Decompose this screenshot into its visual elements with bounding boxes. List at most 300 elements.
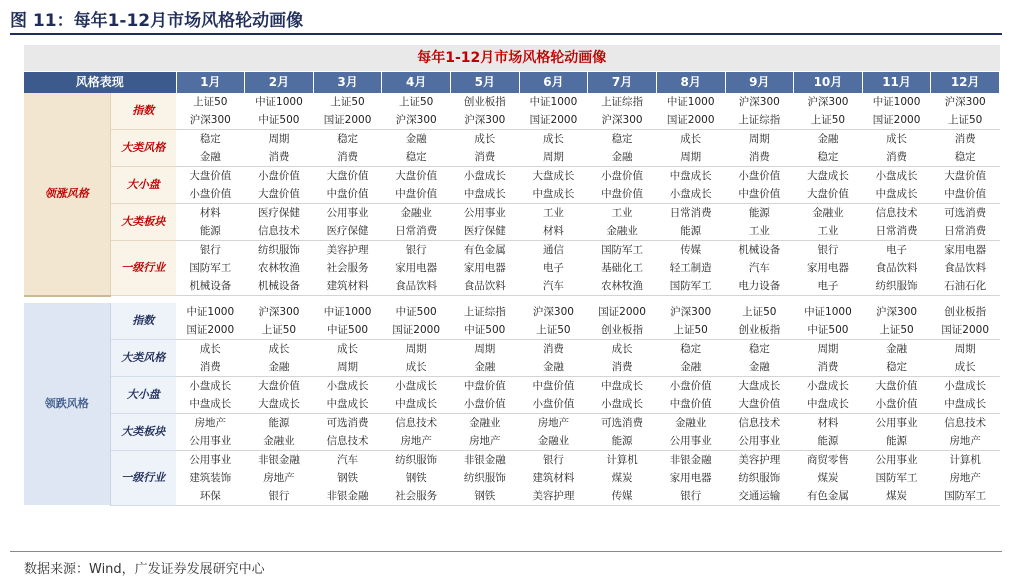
table-cell: 中证1000 (794, 303, 863, 321)
table-cell: 医疗保健 (451, 222, 520, 241)
table-cell: 建筑装饰 (176, 469, 245, 487)
table-cell: 中盘成长 (588, 376, 657, 395)
table-cell: 稳定 (931, 148, 1000, 167)
table-cell: 传媒 (588, 487, 657, 506)
table-cell: 信息技术 (862, 204, 931, 223)
table-cell: 沪深300 (176, 111, 245, 130)
table-cell: 成长 (245, 339, 314, 358)
table-cell: 消费 (313, 148, 382, 167)
table-cell: 中盘成长 (176, 395, 245, 414)
table-cell: 小盘价值 (245, 167, 314, 186)
month-header: 10月 (794, 72, 863, 94)
table-row (24, 303, 1000, 321)
table-cell: 纺织服饰 (451, 469, 520, 487)
table-cell: 中盘价值 (931, 185, 1000, 204)
table-cell: 国证2000 (176, 321, 245, 340)
table-cell: 中证500 (245, 111, 314, 130)
table-cell: 房地产 (931, 432, 1000, 451)
table-cell: 金融 (794, 130, 863, 149)
table-cell: 上证综指 (451, 303, 520, 321)
table-cell: 煤炭 (588, 469, 657, 487)
table-row (24, 241, 1000, 260)
table-cell: 中盘成长 (656, 167, 725, 186)
table-cell: 消费 (245, 148, 314, 167)
table-cell: 小盘价值 (862, 395, 931, 414)
table-cell: 中证500 (451, 321, 520, 340)
table-cell: 周期 (382, 339, 451, 358)
table-cell: 周期 (451, 339, 520, 358)
table-cell: 机械设备 (725, 241, 794, 260)
table-cell: 工业 (519, 204, 588, 223)
table-cell: 信息技术 (313, 432, 382, 451)
table-cell: 金融 (519, 358, 588, 377)
month-header: 5月 (451, 72, 520, 94)
table-cell: 家用电器 (931, 241, 1000, 260)
table-cell: 汽车 (725, 259, 794, 277)
title-rule (10, 33, 1002, 35)
table-cell: 稳定 (656, 339, 725, 358)
table-cell: 纺织服饰 (725, 469, 794, 487)
table-cell: 中证1000 (862, 93, 931, 111)
table-cell: 沪深300 (588, 111, 657, 130)
table-cell: 交通运输 (725, 487, 794, 506)
table-cell: 成长 (519, 130, 588, 149)
table-cell: 周期 (313, 358, 382, 377)
table-cell: 国证2000 (382, 321, 451, 340)
table-cell: 大盘成长 (245, 395, 314, 414)
table-cell: 公用事业 (725, 432, 794, 451)
table-cell: 工业 (588, 204, 657, 223)
table-row (24, 167, 1000, 186)
table-cell: 大盘价值 (245, 185, 314, 204)
table-cell: 沪深300 (656, 303, 725, 321)
table-cell: 工业 (725, 222, 794, 241)
table-cell: 小盘价值 (588, 167, 657, 186)
table-cell: 公用事业 (313, 204, 382, 223)
table-cell: 中盘价值 (451, 376, 520, 395)
table-cell: 能源 (862, 432, 931, 451)
table-cell: 银行 (794, 241, 863, 260)
table-cell: 日常消费 (382, 222, 451, 241)
table-cell: 成长 (931, 358, 1000, 377)
table-cell: 材料 (794, 413, 863, 432)
table-cell: 稳定 (862, 358, 931, 377)
table-cell: 医疗保健 (245, 204, 314, 223)
table-cell: 大盘价值 (176, 167, 245, 186)
table-cell: 环保 (176, 487, 245, 506)
table-cell: 工业 (794, 222, 863, 241)
table-cell: 金融业 (656, 413, 725, 432)
table-row (24, 413, 1000, 432)
table-cell: 金融业 (519, 432, 588, 451)
table-cell: 中盘价值 (656, 395, 725, 414)
table-cell: 周期 (794, 339, 863, 358)
table-cell: 可选消费 (313, 413, 382, 432)
table-row (24, 339, 1000, 358)
table-cell: 日常消费 (656, 204, 725, 223)
table-cell: 周期 (931, 339, 1000, 358)
table-cell: 农林牧渔 (588, 277, 657, 296)
table-cell: 商贸零售 (794, 450, 863, 469)
table-cell: 房地产 (451, 432, 520, 451)
table-cell: 房地产 (519, 413, 588, 432)
table-cell: 房地产 (382, 432, 451, 451)
table-cell: 家用电器 (382, 259, 451, 277)
table-cell: 大盘价值 (245, 376, 314, 395)
table-cell: 成长 (313, 339, 382, 358)
table-row (24, 130, 1000, 149)
table-row (24, 376, 1000, 395)
table-cell: 计算机 (588, 450, 657, 469)
table-cell: 上证综指 (588, 93, 657, 111)
table-cell: 稳定 (382, 148, 451, 167)
table-cell: 煤炭 (862, 487, 931, 506)
table-cell: 大盘价值 (931, 167, 1000, 186)
table-cell: 汽车 (313, 450, 382, 469)
table-cell: 中证500 (313, 321, 382, 340)
table-cell: 信息技术 (245, 222, 314, 241)
table-cell: 食品饮料 (862, 259, 931, 277)
table-cell: 非银金融 (313, 487, 382, 506)
table-cell: 食品饮料 (382, 277, 451, 296)
table-cell: 金融 (862, 339, 931, 358)
month-header: 12月 (931, 72, 1000, 94)
table-cell: 计算机 (931, 450, 1000, 469)
table-cell: 非银金融 (451, 450, 520, 469)
table-cell: 周期 (245, 130, 314, 149)
source-rule (10, 551, 1002, 552)
table-cell: 小盘成长 (382, 376, 451, 395)
table-cell: 周期 (519, 148, 588, 167)
month-header: 4月 (382, 72, 451, 94)
month-header: 11月 (862, 72, 931, 94)
table-cell: 银行 (176, 241, 245, 260)
table-cell: 稳定 (176, 130, 245, 149)
table-cell: 日常消费 (931, 222, 1000, 241)
table-cell: 通信 (519, 241, 588, 260)
table-cell: 成长 (862, 130, 931, 149)
table-cell: 非银金融 (656, 450, 725, 469)
table-cell: 信息技术 (931, 413, 1000, 432)
table-cell: 房地产 (176, 413, 245, 432)
table-cell: 金融业 (451, 413, 520, 432)
month-header: 6月 (519, 72, 588, 94)
table-cell: 信息技术 (725, 413, 794, 432)
table-cell: 汽车 (519, 277, 588, 296)
table-cell: 传媒 (656, 241, 725, 260)
group-label: 大小盘 (110, 376, 176, 413)
table-cell: 房地产 (245, 469, 314, 487)
table-cell: 纺织服饰 (245, 241, 314, 260)
table-cell: 能源 (588, 432, 657, 451)
group-label: 一级行业 (110, 241, 176, 296)
table-cell: 石油石化 (931, 277, 1000, 296)
table-cell: 中盘成长 (862, 185, 931, 204)
table-cell: 有色金属 (451, 241, 520, 260)
table-cell: 沪深300 (245, 303, 314, 321)
table-cell: 创业板指 (725, 321, 794, 340)
table-cell: 国防军工 (862, 469, 931, 487)
table-cell: 建筑材料 (313, 277, 382, 296)
table-cell: 大盘价值 (862, 376, 931, 395)
table-cell: 大盘成长 (725, 376, 794, 395)
table-cell: 家用电器 (451, 259, 520, 277)
table-cell: 中证1000 (519, 93, 588, 111)
table-cell: 中证1000 (176, 303, 245, 321)
table-cell: 材料 (519, 222, 588, 241)
group-label: 大类风格 (110, 339, 176, 376)
table-cell: 能源 (725, 204, 794, 223)
table-cell: 国证2000 (313, 111, 382, 130)
table-cell: 沪深300 (862, 303, 931, 321)
table-cell: 金融 (588, 148, 657, 167)
table-cell: 国防军工 (931, 487, 1000, 506)
table-cell: 食品饮料 (931, 259, 1000, 277)
table-cell: 纺织服饰 (382, 450, 451, 469)
table-cell: 消费 (451, 148, 520, 167)
table-cell: 能源 (794, 432, 863, 451)
table-cell: 国防军工 (656, 277, 725, 296)
table-cell: 轻工制造 (656, 259, 725, 277)
table-cell: 电力设备 (725, 277, 794, 296)
table-cell: 消费 (931, 130, 1000, 149)
table-cell: 小盘成长 (451, 167, 520, 186)
table-cell: 公用事业 (451, 204, 520, 223)
table-cell: 上证50 (313, 93, 382, 111)
table-cell: 中盘价值 (519, 376, 588, 395)
table-cell: 创业板指 (451, 93, 520, 111)
group-label: 指数 (110, 303, 176, 340)
table-cell: 小盘成长 (656, 185, 725, 204)
table-cell: 中证1000 (313, 303, 382, 321)
table-cell: 钢铁 (382, 469, 451, 487)
table-cell: 食品饮料 (451, 277, 520, 296)
table-cell: 银行 (519, 450, 588, 469)
table-cell: 消费 (588, 358, 657, 377)
table-cell: 社会服务 (382, 487, 451, 506)
table-cell: 中盘价值 (313, 185, 382, 204)
table-cell: 国防军工 (176, 259, 245, 277)
table-cell: 大盘成长 (794, 167, 863, 186)
table-cell: 稳定 (588, 130, 657, 149)
table-cell: 钢铁 (451, 487, 520, 506)
table-cell: 信息技术 (382, 413, 451, 432)
table-cell: 能源 (176, 222, 245, 241)
table-cell: 金融 (176, 148, 245, 167)
table-cell: 可选消费 (588, 413, 657, 432)
table-cell: 中盘价值 (588, 185, 657, 204)
table-cell: 可选消费 (931, 204, 1000, 223)
table-cell: 上证50 (931, 111, 1000, 130)
table-cell: 金融业 (245, 432, 314, 451)
table-cell: 中证1000 (656, 93, 725, 111)
table-cell: 稳定 (725, 339, 794, 358)
month-header: 8月 (656, 72, 725, 94)
table-cell: 金融 (656, 358, 725, 377)
table-cell: 非银金融 (245, 450, 314, 469)
table-cell: 日常消费 (862, 222, 931, 241)
table-cell: 小盘成长 (176, 376, 245, 395)
table-cell: 能源 (656, 222, 725, 241)
table-cell: 沪深300 (519, 303, 588, 321)
group-label: 一级行业 (110, 450, 176, 505)
table-cell: 成长 (588, 339, 657, 358)
table-cell: 建筑材料 (519, 469, 588, 487)
table-cell: 国证2000 (588, 303, 657, 321)
table-cell: 中盘成长 (931, 395, 1000, 414)
table-cell: 美容护理 (519, 487, 588, 506)
table-cell: 公用事业 (656, 432, 725, 451)
month-header: 2月 (245, 72, 314, 94)
table-cell: 小盘价值 (656, 376, 725, 395)
table-cell: 金融 (382, 130, 451, 149)
table-cell: 电子 (794, 277, 863, 296)
table-cell: 家用电器 (794, 259, 863, 277)
table-cell: 消费 (176, 358, 245, 377)
table-cell: 小盘价值 (725, 167, 794, 186)
table-cell: 中盘成长 (313, 395, 382, 414)
table-cell: 美容护理 (313, 241, 382, 260)
table-cell: 纺织服饰 (862, 277, 931, 296)
table-cell: 中盘成长 (519, 185, 588, 204)
figure-title: 图 11：每年1-12月市场风格轮动画像 (10, 11, 304, 31)
table-cell: 大盘成长 (519, 167, 588, 186)
table-cell: 上证50 (656, 321, 725, 340)
group-label: 大类风格 (110, 130, 176, 167)
corner-header: 风格表现 (24, 72, 176, 94)
table-cell: 上证综指 (725, 111, 794, 130)
table-cell: 金融 (725, 358, 794, 377)
table-cell: 材料 (176, 204, 245, 223)
table-cell: 中盘价值 (382, 185, 451, 204)
table-cell: 小盘价值 (176, 185, 245, 204)
table-cell: 沪深300 (382, 111, 451, 130)
section-label: 领涨风格 (24, 93, 110, 296)
group-label: 指数 (110, 93, 176, 130)
group-label: 大小盘 (110, 167, 176, 204)
table-cell: 国防军工 (588, 241, 657, 260)
table-cell: 中证500 (382, 303, 451, 321)
table-cell: 公用事业 (862, 413, 931, 432)
section-divider (24, 296, 1000, 303)
table-cell: 小盘价值 (451, 395, 520, 414)
table-cell: 沪深300 (725, 93, 794, 111)
table-cell: 消费 (519, 339, 588, 358)
table-cell: 小盘成长 (313, 376, 382, 395)
table-cell: 沪深300 (931, 93, 1000, 111)
table-cell: 成长 (451, 130, 520, 149)
table-cell: 美容护理 (725, 450, 794, 469)
table-cell: 小盘成长 (862, 167, 931, 186)
table-cell: 上证50 (725, 303, 794, 321)
table-cell: 金融业 (588, 222, 657, 241)
table-cell: 中证500 (794, 321, 863, 340)
table-cell: 创业板指 (588, 321, 657, 340)
table-cell: 基础化工 (588, 259, 657, 277)
table-cell: 中盘成长 (382, 395, 451, 414)
table-cell: 中盘成长 (794, 395, 863, 414)
section-label: 领跌风格 (24, 303, 110, 506)
table-cell: 有色金属 (794, 487, 863, 506)
table-cell: 电子 (519, 259, 588, 277)
table-cell: 成长 (656, 130, 725, 149)
table-cell: 小盘成长 (588, 395, 657, 414)
table-cell: 电子 (862, 241, 931, 260)
source-note: 数据来源：Wind，广发证券发展研究中心 (24, 562, 265, 577)
table-cell: 上证50 (382, 93, 451, 111)
table-cell: 消费 (794, 358, 863, 377)
table-cell: 成长 (382, 358, 451, 377)
table-cell: 上证50 (519, 321, 588, 340)
table-cell: 社会服务 (313, 259, 382, 277)
style-rotation-table (24, 45, 1000, 506)
table-cell: 小盘成长 (794, 376, 863, 395)
table-cell: 能源 (245, 413, 314, 432)
month-header: 7月 (588, 72, 657, 94)
table-cell: 消费 (862, 148, 931, 167)
month-header: 9月 (725, 72, 794, 94)
group-label: 大类板块 (110, 204, 176, 241)
table-cell: 农林牧渔 (245, 259, 314, 277)
table-cell: 小盘价值 (519, 395, 588, 414)
table-cell: 国证2000 (656, 111, 725, 130)
group-label: 大类板块 (110, 413, 176, 450)
table-cell: 金融 (451, 358, 520, 377)
table-cell: 上证50 (245, 321, 314, 340)
table-cell: 公用事业 (176, 450, 245, 469)
table-cell: 周期 (656, 148, 725, 167)
table-cell: 周期 (725, 130, 794, 149)
table-cell: 中盘成长 (451, 185, 520, 204)
table-cell: 上证50 (176, 93, 245, 111)
table-cell: 钢铁 (313, 469, 382, 487)
table-cell: 公用事业 (176, 432, 245, 451)
table-cell: 金融业 (382, 204, 451, 223)
table-cell: 沪深300 (794, 93, 863, 111)
table-cell: 银行 (382, 241, 451, 260)
table-cell: 机械设备 (245, 277, 314, 296)
table-cell: 稳定 (313, 130, 382, 149)
table-cell: 沪深300 (451, 111, 520, 130)
table-cell: 上证50 (794, 111, 863, 130)
table-cell: 医疗保健 (313, 222, 382, 241)
table-cell: 上证50 (862, 321, 931, 340)
table-cell: 大盘价值 (725, 395, 794, 414)
table-cell: 金融业 (794, 204, 863, 223)
table-cell: 银行 (656, 487, 725, 506)
table-cell: 金融 (245, 358, 314, 377)
table-banner: 每年1-12月市场风格轮动画像 (24, 45, 1000, 72)
table-cell: 房地产 (931, 469, 1000, 487)
table-cell: 家用电器 (656, 469, 725, 487)
table-cell: 国证2000 (931, 321, 1000, 340)
table-cell: 煤炭 (794, 469, 863, 487)
table-cell: 大盘价值 (313, 167, 382, 186)
table-cell: 大盘价值 (382, 167, 451, 186)
table-cell: 中证1000 (245, 93, 314, 111)
table-cell: 国证2000 (519, 111, 588, 130)
table-cell: 小盘成长 (931, 376, 1000, 395)
table-row (24, 450, 1000, 469)
table-cell: 大盘价值 (794, 185, 863, 204)
table-cell: 机械设备 (176, 277, 245, 296)
table-cell: 公用事业 (862, 450, 931, 469)
table-row (24, 93, 1000, 111)
table-cell: 创业板指 (931, 303, 1000, 321)
table-cell: 成长 (176, 339, 245, 358)
table-cell: 银行 (245, 487, 314, 506)
table-cell: 国证2000 (862, 111, 931, 130)
